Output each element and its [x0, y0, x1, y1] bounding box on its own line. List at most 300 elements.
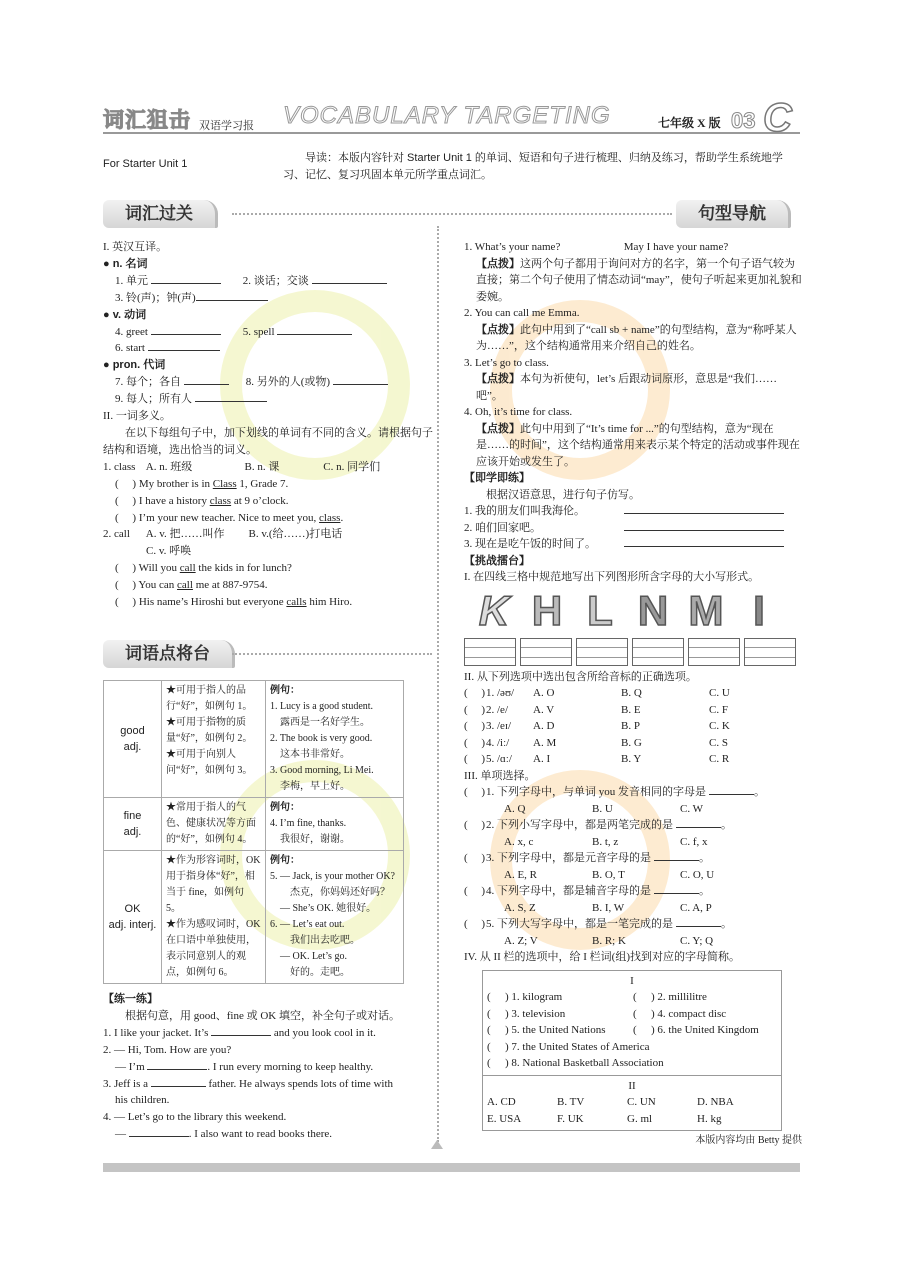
answer-paren[interactable]: ( ) [464, 753, 486, 765]
sentence: 1. What’s your name? [464, 241, 561, 253]
option: B. I, W [592, 901, 625, 914]
answer-blank[interactable] [333, 374, 388, 385]
question-label: 5. spell [242, 325, 275, 338]
part-heading: I. 在四线三格中规范地写出下列图形所含字母的大小写形式。 [464, 571, 760, 583]
term-item: ( ) 3. television [487, 1006, 633, 1023]
answer-blank[interactable] [184, 374, 229, 385]
options-row [464, 933, 802, 950]
question-label: 6. start [115, 342, 145, 355]
column-divider [437, 226, 439, 1142]
phonetic-symbol: 4. /iː/ [486, 736, 510, 749]
abbr-option: H. kg [697, 1112, 722, 1125]
phonetic-symbol: 2. /e/ [486, 703, 508, 716]
phonetic-question [464, 685, 802, 702]
option: C. f, x [680, 835, 708, 848]
option: A. v. 把……叫作 [145, 528, 225, 541]
answer-blank[interactable] [151, 1076, 206, 1087]
answer-paren[interactable]: ( [487, 991, 502, 1003]
terms-row [487, 1055, 777, 1072]
word-label: 2. call [103, 528, 130, 541]
examples-title: 例句： [270, 802, 300, 813]
abbr-option: B. TV [557, 1096, 585, 1108]
option: A. M [533, 736, 557, 749]
answer-blank[interactable] [624, 503, 784, 514]
answer-paren[interactable]: ( [633, 1024, 648, 1036]
answer-paren[interactable]: ( ) [464, 885, 486, 897]
term-item: ( ) 6. the United Kingdom [633, 1022, 779, 1039]
choice-question: ( )4. 下列字母中，都是辅音字母的是 。 [464, 883, 802, 900]
abbr-row [487, 1111, 777, 1128]
sentence-text: 1, Grade 7. [236, 477, 289, 490]
category-label: n. 名词 [112, 257, 148, 270]
translation-item [464, 520, 802, 537]
abbr-option: A. CD [487, 1096, 516, 1108]
option: B. U [592, 802, 613, 815]
writing-box[interactable] [632, 638, 684, 666]
question-row [103, 374, 433, 391]
example: 李梅，早上好。 [270, 781, 350, 792]
tip-label: 【点拨】 [476, 373, 520, 385]
underlined-word: class [319, 511, 341, 524]
tip [464, 322, 802, 355]
answer-paren[interactable]: ( [633, 1007, 648, 1020]
answer-blank[interactable] [654, 850, 699, 861]
word-usage-table [103, 680, 404, 984]
underlined-word: class [209, 494, 232, 507]
answer-paren[interactable]: ( ) [464, 786, 486, 798]
sentence-text: me at 887-9754. [192, 579, 268, 592]
page-number: 03 [731, 108, 756, 133]
sentence-item: ( ) My brother is in Class 1, Grade 7. [115, 477, 289, 490]
example: — OK. Let’s go. [270, 951, 347, 962]
term-text: 5. the United Nations [511, 1024, 606, 1036]
word-cell [104, 798, 162, 851]
option: C. R [709, 753, 730, 765]
tip-label: 【点拨】 [476, 257, 520, 270]
tip-text: 此句中用到了“It’s time for ...”的句型结构，意为“现在是……的时间”，这个结构通常用来表示某个特定的活动或事件现在应该开始或发生了。 [476, 422, 800, 468]
term-item: ( ) 5. the United Nations [487, 1022, 633, 1039]
table-row [104, 798, 404, 851]
letter-image-k: K [478, 586, 510, 634]
option: A. D [533, 720, 555, 732]
option: B. n. 课 [244, 460, 280, 473]
sentence-text: ) You can [132, 579, 178, 592]
part-heading: II. 一词多义。 [103, 410, 171, 423]
answer-blank[interactable] [129, 1126, 189, 1137]
option: C. W [680, 802, 704, 815]
tip [464, 256, 802, 306]
writing-box[interactable] [744, 638, 796, 666]
answer-paren[interactable]: ( [487, 1024, 502, 1036]
question-text: 1. 下列字母中，与单词 you 发音相同的字母是 [486, 786, 706, 798]
example: 我们出去吃吧。 [270, 935, 360, 946]
note: ★可用于向别人问“好”，如例句 3。 [166, 749, 253, 776]
question-row [103, 1025, 433, 1042]
challenge-title: 【挑战擂台】 [464, 554, 530, 567]
sentence-text: him Hiro. [306, 596, 353, 609]
question-label: 7. 每个；各自 [115, 376, 181, 389]
column-ii [483, 1076, 781, 1131]
option: A. O [533, 687, 555, 699]
example: — She’s OK. 她很好。 [270, 903, 377, 914]
question-row [103, 324, 433, 341]
term-item: ( ) 2. millilitre [633, 989, 779, 1006]
terms-row [487, 1006, 777, 1023]
question-label: 4. greet [115, 325, 148, 338]
option: B. v.(给……)打电话 [248, 528, 343, 541]
category-heading: ● n. 名词 [103, 257, 148, 270]
section-pattern-title: 句型导航 [676, 200, 791, 228]
vocab-section [103, 239, 433, 611]
answer-paren[interactable]: ( [487, 1040, 502, 1053]
column-i [483, 971, 781, 1076]
answer-blank[interactable] [211, 1025, 271, 1036]
sentence-item: ( ) Will you call the kids in for lunch? [115, 562, 292, 575]
terms-row [487, 1022, 777, 1039]
notes-cell [162, 798, 266, 851]
answer-blank[interactable] [151, 324, 221, 335]
letter-image-n: N [637, 586, 669, 634]
intro-text: 导读：本版内容针对 Starter Unit 1 的单词、短语和句子进行梳理、归纳及练习，帮助学生系统地学习、记忆、复习巩固本单元所学重点词汇。 [283, 152, 783, 181]
terms-row [487, 1039, 777, 1056]
example: 6. — Let’s eat out. [270, 919, 345, 930]
notes-cell [162, 681, 266, 798]
translation-item [464, 503, 802, 520]
part-of-speech: adj. [123, 741, 142, 753]
option: A. Z; V [504, 934, 538, 947]
term-text: 2. millilitre [657, 991, 707, 1003]
section-vocab-title: 词汇过关 [103, 200, 218, 228]
choice-question: ( )3. 下列字母中，都是元音字母的是 。 [464, 850, 802, 867]
underlined-word: Class [212, 477, 237, 490]
tip [464, 371, 802, 404]
choice-question: ( )1. 下列字母中，与单词 you 发音相同的字母是 。 [464, 784, 802, 801]
phonetic-question [464, 751, 802, 768]
option: C. A, P [680, 901, 712, 914]
example: 1. Lucy is a good student. [270, 701, 374, 712]
pattern-sentence: 3. Let’s go to class. [464, 356, 549, 369]
answer-blank[interactable] [148, 340, 220, 351]
examples-cell [266, 798, 404, 851]
answer-paren[interactable]: ( ) [464, 918, 486, 930]
question-text: and you look cool in it. [273, 1026, 376, 1039]
word: good [120, 725, 145, 737]
question-row [103, 273, 433, 290]
phonetic-question [464, 735, 802, 752]
answer-paren[interactable]: ( ) [464, 703, 486, 716]
footer-bar [103, 1163, 800, 1172]
learn-title: 【即学即练】 [464, 472, 530, 484]
answer-blank[interactable] [654, 883, 699, 894]
practice-title: 【练一练】 [103, 993, 158, 1005]
option: B. t, z [592, 835, 619, 848]
option: C. F [709, 703, 728, 716]
underlined-word: call [179, 562, 196, 575]
category-heading: ● v. 动词 [103, 308, 147, 321]
question-text: 2. 下列小写字母中，都是两笔完成的是 [486, 819, 673, 831]
answer-paren[interactable]: ( ) [464, 819, 486, 831]
practice-section [103, 991, 433, 1143]
examples-cell [266, 681, 404, 798]
instruction: 根据句意，用 good、fine 或 OK 填空，补全句子或对话。 [125, 1009, 400, 1022]
part-heading: I. 英汉互译。 [103, 241, 168, 253]
letter-image-i: I [753, 586, 765, 634]
words-and-practice [103, 680, 433, 1143]
question-text: 4. — Let’s go to the library this weekend. [103, 1111, 287, 1124]
example: 好的。走吧。 [270, 967, 350, 978]
options-row [464, 900, 802, 917]
option: B. Q [621, 687, 642, 699]
letter-image-l: L [587, 586, 613, 634]
abbr-option: F. UK [557, 1112, 584, 1125]
word: OK [124, 903, 141, 915]
writing-box[interactable] [464, 638, 516, 666]
answer-blank[interactable] [624, 536, 784, 547]
sentence-text: ) I’m your new teacher. Nice to meet you, [132, 511, 320, 524]
sentence-item: ( ) His name’s Hiroshi but everyone calls him Hiro. [115, 596, 353, 609]
option: C. v. 呼唤 [146, 545, 192, 558]
answer-blank[interactable] [147, 1059, 207, 1070]
writing-grids [464, 634, 802, 669]
tip [464, 421, 802, 471]
word-cell [104, 851, 162, 984]
part-heading: II. 从下列选项中选出包含所给音标的正确选项。 [464, 670, 697, 683]
tip-label: 【点拨】 [476, 422, 520, 435]
answer-blank[interactable] [151, 273, 221, 284]
abbr-row [487, 1094, 777, 1111]
category-label: v. 动词 [112, 308, 147, 321]
question-text: . I also want to read books there. [188, 1128, 333, 1141]
footer-credit: 本版内容均由 Betty 提供 [695, 1135, 802, 1146]
question-text: 2. — Hi, Tom. How are you? [103, 1043, 232, 1056]
abbr-option: G. ml [627, 1112, 653, 1125]
sentence-text: the kids in for lunch? [195, 562, 292, 575]
answer-paren[interactable]: ( [633, 991, 648, 1003]
examples-cell [266, 851, 404, 984]
banner-title: VOCABULARY TARGETING [283, 102, 611, 129]
terms-list [487, 989, 777, 1072]
writing-box[interactable] [576, 638, 628, 666]
question-text: 4. 下列字母中，都是辅音字母的是 [486, 885, 651, 897]
option: A. Q [504, 802, 526, 815]
question-label: 2. 谈话；交谈 [242, 274, 309, 287]
term-item: ( ) 8. National Basketball Association [487, 1055, 664, 1072]
options-row [464, 867, 802, 884]
category-heading: ● pron. 代词 [103, 359, 166, 372]
abbr-option: E. USA [487, 1112, 522, 1125]
writing-box[interactable] [688, 638, 740, 666]
abbr-option: C. UN [627, 1096, 656, 1108]
underlined-word: call [177, 579, 193, 592]
options-row [464, 801, 802, 818]
answer-blank[interactable] [709, 784, 754, 795]
answer-paren[interactable]: ( ) [464, 720, 486, 732]
option: C. S [709, 736, 728, 749]
example: 我很好，谢谢。 [270, 834, 350, 845]
question-text: . I run every morning to keep healthy. [207, 1060, 374, 1073]
term-text: 7. the United States of America [511, 1040, 650, 1053]
example: 这本书非常好。 [270, 749, 350, 760]
question-text: 2. 咱们回家吧。 [464, 521, 541, 534]
phonetic-questions [464, 685, 802, 768]
option: A. V [533, 703, 555, 716]
edition-letter: C [763, 96, 792, 140]
question-label: 8. 另外的人(或物) [245, 376, 331, 389]
option: B. G [621, 736, 642, 749]
example: 3. Good morning, Li Mei. [270, 765, 374, 776]
question-row [103, 1076, 433, 1093]
divider [232, 213, 672, 215]
sentence-text: ) His name’s Hiroshi but everyone [132, 596, 287, 609]
tip-text: 此句中用到了“call sb + name”的句型结构，意为“称呼某人为……”，这个结构通常用来介绍自己的姓名。 [476, 323, 797, 352]
answer-blank[interactable] [196, 290, 268, 301]
part-heading: IV. 从 II 栏的选项中，给 I 栏词(组)找到对应的字母简称。 [464, 951, 741, 963]
phonetic-symbol: 5. /ɑː/ [486, 753, 512, 765]
note: ★常用于指人的气色、健康状况等方面的“好”，如例句 4。 [166, 802, 256, 845]
question-text: — [115, 1128, 126, 1141]
letter-images [464, 586, 802, 634]
table-row [104, 851, 404, 984]
sentence-item: ( ) I have a history class at 9 o’clock. [115, 494, 289, 507]
note: ★可用于指人的品行“好”，如例句 1。 [166, 685, 253, 712]
word: fine [123, 810, 142, 822]
answer-blank[interactable] [312, 273, 387, 284]
question-row [103, 1059, 433, 1076]
examples-title: 例句： [270, 855, 300, 866]
option: B. O, T [592, 868, 625, 881]
sentence-text: ) Will you [132, 562, 180, 575]
choice-question: ( )5. 下列大写字母中，都是一笔完成的是 。 [464, 916, 802, 933]
term-text: 4. compact disc [657, 1007, 727, 1020]
sentence-item: ( ) I’m your new teacher. Nice to meet you, class. [115, 511, 344, 524]
abbreviation-table [482, 970, 782, 1132]
answer-blank[interactable] [624, 520, 784, 531]
column-heading: I [630, 974, 634, 987]
question-text: 1. I like your jacket. It’s [103, 1026, 209, 1039]
option: C. n. 同学们 [323, 460, 381, 473]
sentence-text: at 9 o’clock. [231, 494, 289, 507]
underlined-word: calls [286, 596, 307, 609]
term-text: 6. the United Kingdom [657, 1024, 759, 1036]
pattern-sentence: 4. Oh, it’s time for class. [464, 406, 573, 418]
phonetic-question [464, 718, 802, 735]
option: B. R; K [592, 934, 626, 947]
term-text: 1. kilogram [511, 991, 563, 1003]
answer-paren[interactable]: ( ) [464, 736, 486, 749]
abbr-option: D. NBA [697, 1096, 734, 1108]
letter-image-m: M [688, 586, 724, 634]
option: B. P [621, 720, 640, 732]
letter-image-h: H [531, 586, 563, 634]
sentence: May I have your name? [623, 241, 729, 253]
tip-text: 这两个句子都用于询问对方的名字，第一个句子语气较为直接；第二个句子使用了情态动词“may”，使句子听起来更加礼貌和委婉。 [476, 257, 802, 303]
answer-blank[interactable] [676, 916, 721, 927]
answer-blank[interactable] [277, 324, 352, 335]
options-row [464, 834, 802, 851]
phonetic-symbol: 1. /əʊ/ [486, 687, 515, 699]
answer-paren[interactable]: ( ) [464, 852, 486, 864]
choice-question: ( )2. 下列小写字母中，都是两笔完成的是 。 [464, 817, 802, 834]
question-label: 9. 每人；所有人 [115, 393, 192, 406]
question-text: 3. Jeff is a [103, 1077, 149, 1090]
sentence-text: ) I have a history [132, 494, 210, 507]
terms-row [487, 989, 777, 1006]
pattern-sentence [464, 239, 802, 256]
question-text: 5. 下列大写字母中，都是一笔完成的是 [486, 918, 673, 930]
page-banner [103, 96, 800, 140]
word-label: 1. class [103, 460, 136, 473]
question-text: — I’m [115, 1060, 145, 1073]
question-text: his children. [115, 1094, 170, 1107]
notes-cell [162, 851, 266, 984]
choice-questions [464, 784, 802, 949]
brand-subtitle: 双语学习报 [199, 120, 254, 132]
answer-blank[interactable] [195, 391, 267, 402]
note: ★作为形容词时，OK 用于指身体“好”，相当于 fine，如例句 5。 [166, 855, 261, 914]
term-item: ( ) 7. the United States of America [487, 1039, 650, 1056]
question-row [103, 340, 433, 357]
answer-paren[interactable]: ( [487, 1057, 502, 1069]
option: A. x, c [504, 835, 534, 848]
triangle-marker [431, 1140, 443, 1149]
question-row [103, 1126, 433, 1143]
example: 5. — Jack, is your mother OK? [270, 871, 395, 882]
tip-label: 【点拨】 [476, 323, 520, 336]
example: 2. The book is very good. [270, 733, 373, 744]
note: ★作为感叹词时，OK 在口语中单独使用，表示同意别人的观点，如例句 6。 [166, 919, 261, 978]
option: A. n. 班级 [145, 460, 193, 473]
pattern-section [464, 239, 802, 1150]
option: C. U [709, 687, 730, 699]
column-heading: II [628, 1079, 636, 1092]
part-of-speech: adj. interj. [108, 919, 157, 931]
section-words-title: 词语点将台 [103, 640, 235, 668]
tip-text: 本句为祈使句，let’s 后跟动词原形，意思是“我们……吧”。 [476, 373, 777, 402]
option: B. E [621, 703, 641, 716]
option: C. K [709, 720, 730, 732]
writing-box[interactable] [520, 638, 572, 666]
examples-title: 例句： [270, 685, 300, 696]
option: C. O, U [680, 868, 715, 881]
option: A. S, Z [504, 901, 536, 914]
pattern-sentence: 2. You can call me Emma. [464, 307, 580, 319]
sentence-text: ) My brother is in [132, 477, 213, 490]
divider [232, 653, 432, 655]
table-row [104, 681, 404, 798]
question-label: 1. 单元 [115, 274, 148, 287]
part-of-speech: adj. [123, 826, 142, 838]
unit-label: For Starter Unit 1 [103, 158, 188, 170]
answer-paren[interactable]: ( [487, 1007, 502, 1020]
example: 露西是一名好学生。 [270, 717, 370, 728]
note: ★可用于指物的质量“好”，如例句 2。 [166, 717, 253, 744]
option: B. Y [621, 753, 642, 765]
sentence-item: ( ) You can call me at 887-9754. [115, 579, 268, 592]
word-options [103, 459, 433, 476]
sentence-text: . [340, 511, 344, 524]
answer-blank[interactable] [676, 817, 721, 828]
term-item: ( ) 1. kilogram [487, 989, 633, 1006]
question-text: 3. 下列字母中，都是元音字母的是 [486, 852, 651, 864]
answer-paren[interactable]: ( ) [464, 687, 486, 699]
brand-logo: 词汇狙击 [103, 109, 191, 132]
category-label: pron. 代词 [112, 359, 166, 372]
option: A. E, R [504, 868, 537, 881]
word-cell [104, 681, 162, 798]
example: 杰克，你妈妈还好吗？ [270, 887, 390, 898]
translation-item [464, 536, 802, 553]
option: C. Y; Q [680, 934, 714, 947]
